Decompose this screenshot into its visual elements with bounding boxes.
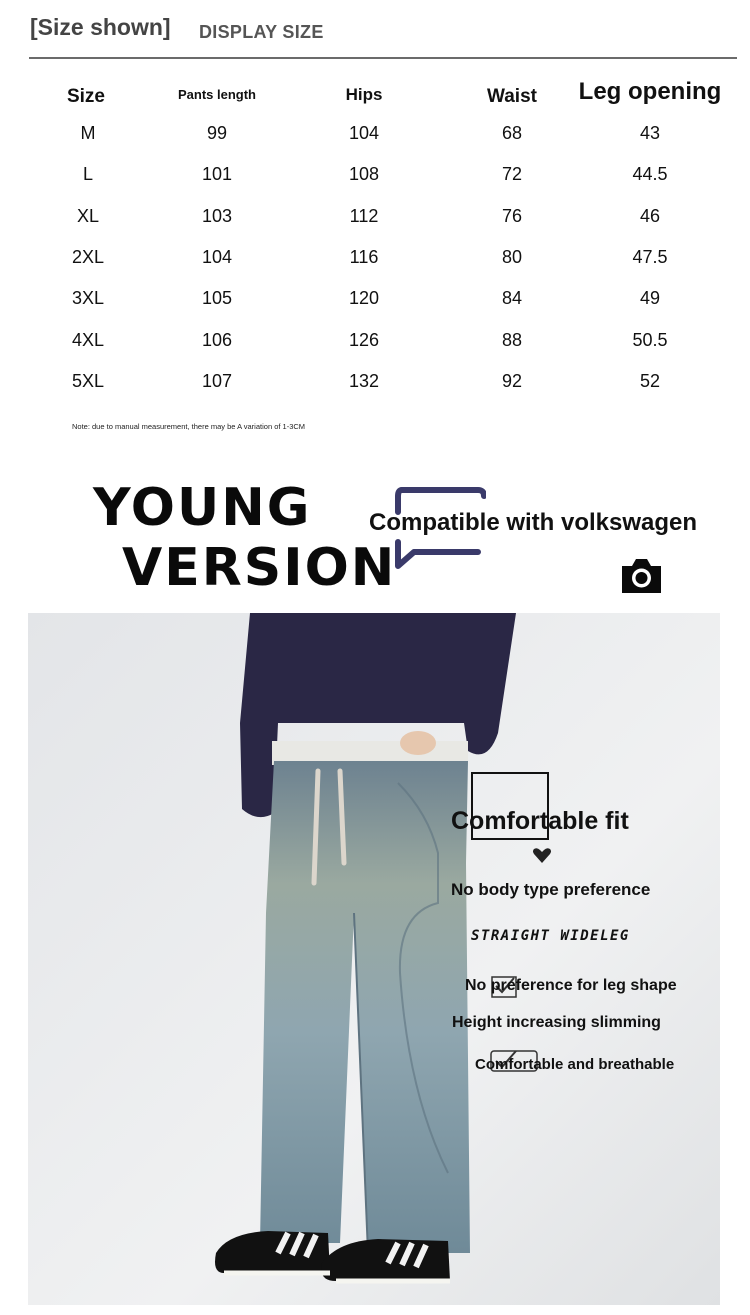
compatibility-text: Compatible with volkswagen bbox=[369, 509, 698, 536]
feature-item: No body type preference bbox=[451, 880, 651, 899]
table-cell: 104 bbox=[201, 246, 233, 267]
table-cell: 112 bbox=[349, 205, 379, 226]
table-cell: 92 bbox=[501, 370, 523, 391]
size-label-cell: M bbox=[80, 123, 96, 143]
table-cell: 68 bbox=[501, 123, 523, 143]
table-cell: 120 bbox=[348, 288, 380, 309]
table-cell: 105 bbox=[201, 288, 233, 309]
header-divider bbox=[29, 57, 737, 59]
section-title: [Size shown] bbox=[30, 14, 171, 40]
column-header-waist: Waist bbox=[487, 86, 537, 107]
table-cell: 99 bbox=[206, 123, 228, 143]
table-cell: 76 bbox=[501, 205, 523, 226]
measurement-note: Note: due to manual measurement, there may be A variation of 1-3CM bbox=[72, 422, 306, 431]
feature-item: STRAIGHT WIDELEG bbox=[471, 928, 630, 944]
table-cell: 84 bbox=[501, 288, 523, 309]
table-cell: 101 bbox=[201, 164, 233, 185]
column-header-leg-opening: Leg opening bbox=[578, 78, 722, 105]
table-cell: 52 bbox=[639, 370, 661, 391]
table-cell: 132 bbox=[348, 370, 380, 391]
table-cell: 44.5 bbox=[632, 164, 668, 185]
table-cell: 104 bbox=[348, 123, 380, 143]
size-label-cell: 5XL bbox=[71, 370, 105, 391]
size-label-cell: L bbox=[82, 164, 94, 185]
table-cell: 107 bbox=[201, 370, 233, 391]
table-cell: 88 bbox=[501, 329, 523, 350]
table-cell: 126 bbox=[348, 329, 380, 350]
table-cell: 103 bbox=[201, 205, 233, 226]
headline-line-2: VERSION bbox=[122, 538, 397, 598]
feature-title: Comfortable fit bbox=[451, 807, 629, 835]
heart-wings-icon bbox=[531, 845, 553, 870]
table-cell: 43 bbox=[639, 123, 661, 143]
feature-item: Comfortable and breathable bbox=[475, 1056, 675, 1073]
size-label-cell: XL bbox=[76, 205, 100, 226]
table-cell: 106 bbox=[201, 329, 233, 350]
table-cell: 47.5 bbox=[632, 246, 668, 267]
section-subtitle: DISPLAY SIZE bbox=[199, 22, 324, 42]
feature-item: Height increasing slimming bbox=[452, 1014, 661, 1031]
headline-line-1: YOUNG bbox=[93, 478, 312, 538]
feature-item: No preference for leg shape bbox=[465, 977, 677, 994]
table-cell: 46 bbox=[639, 205, 661, 226]
table-cell: 50.5 bbox=[632, 329, 668, 350]
column-header-size: Size bbox=[66, 86, 106, 107]
column-header-hips: Hips bbox=[345, 85, 383, 104]
product-photo bbox=[28, 613, 720, 1305]
size-label-cell: 4XL bbox=[71, 329, 105, 350]
table-cell: 80 bbox=[501, 246, 523, 267]
table-cell: 108 bbox=[348, 164, 380, 185]
size-label-cell: 2XL bbox=[71, 246, 105, 267]
camera-icon bbox=[620, 556, 663, 600]
table-cell: 49 bbox=[639, 288, 661, 309]
table-cell: 72 bbox=[501, 164, 523, 185]
table-cell: 116 bbox=[349, 246, 379, 267]
size-label-cell: 3XL bbox=[71, 288, 105, 309]
column-header-pants-length: Pants length bbox=[177, 87, 257, 102]
